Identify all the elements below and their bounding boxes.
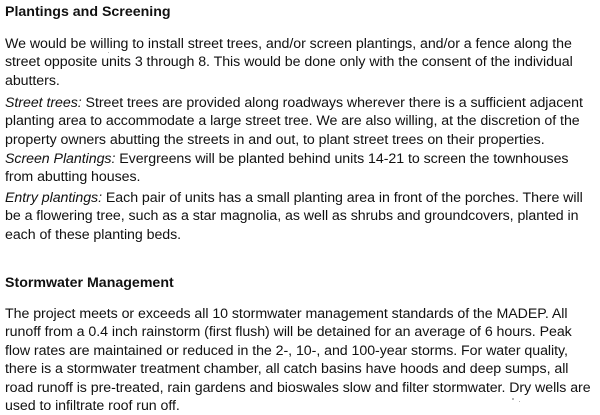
scan-speck [512,398,514,400]
screen-plantings-paragraph [5,150,597,187]
street-trees-paragraph [5,94,597,149]
plantings-intro-paragraph: We would be willing to install street trees, and/or screen plantings, and/or a fence along the street opposite units 3 through 8. This would be done only with the consent of the individual abutters. [5,36,573,89]
stormwater-paragraph: The project meets or exceeds all 10 stormwater management standards of the MADEP. All runoff from a 0.4 inch rainstorm (first flush) will be detained for an average of 6 hours. Peak flow rates are maintained or reduced in the 2-, 10-, and 100-year storms. For water quality, there is a stormwater treatment chamber, all catch basins have hoods and deep sumps, all road runoff is pre-treated, rain gardens and bioswales slow and filter stormwater. Dry wells are used to infiltrate roof run off. [5,306,591,415]
entry-plantings-text: Each pair of units has a small planting area in front of the porches. There will be a flowering tree, such as a star magnolia, as well as shrubs and groundcovers, planted in each of these planting beds. [5,190,583,243]
scan-speck [519,401,520,402]
street-trees-label: Street trees: [5,95,82,111]
street-trees-text: Street trees are provided along roadways wherever there is a sufficient adjacent planting area to accommodate a large street tree. We are also willing, at the discretion of the property owners abutting the streets in and out, to plant street trees on their properties. [5,95,583,148]
screen-plantings-label: Screen Plantings: [5,151,116,167]
section-heading-plantings: Plantings and Screening [5,4,171,20]
screen-plantings-text: Evergreens will be planted behind units 14-21 to screen the townhouses from abutting houses. [5,151,569,186]
section-heading-stormwater: Stormwater Management [5,275,174,291]
scan-speck [108,52,109,53]
entry-plantings-label: Entry plantings: [5,190,102,206]
entry-plantings-paragraph [5,189,597,244]
